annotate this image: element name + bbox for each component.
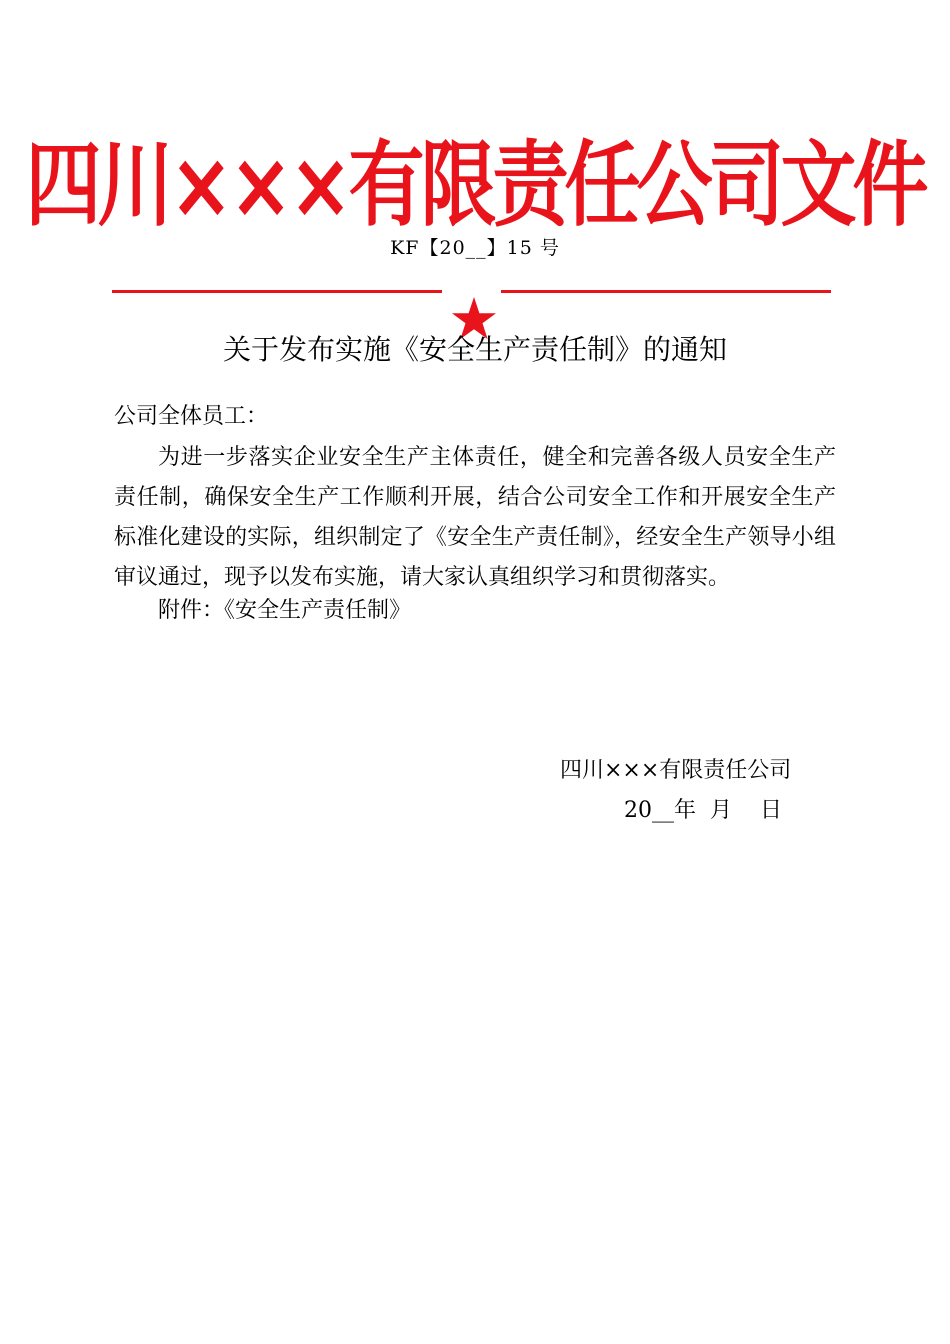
signature-company: 四川×××有限责任公司 [560,758,792,783]
notice-attachment: 附件：《安全生产责任制》 [158,598,412,623]
notice-title: 关于发布实施《安全生产责任制》的通知 [222,333,727,366]
red-divider-left [112,290,442,293]
notice-salutation: 公司全体员工： [114,404,269,429]
document-number: KF【20__】15 号 [390,237,560,259]
notice-body: 为进一步落实企业安全生产主体责任，健全和完善各级人员安全生产责任制，确保安全生产工作顺利开展，结合公司安全工作和开展安全生产标准化建设的实际，组织制定了《安全生产责任制》，经安全生产领导小组审议通过，现予以发布实施，请大家认真组织学习和贯彻落实。 [114,445,836,590]
red-divider-right [501,290,831,293]
document-masthead: 四川×××有限责任公司文件 [25,130,925,239]
signature-date: 20__年 月 日 [624,798,782,823]
